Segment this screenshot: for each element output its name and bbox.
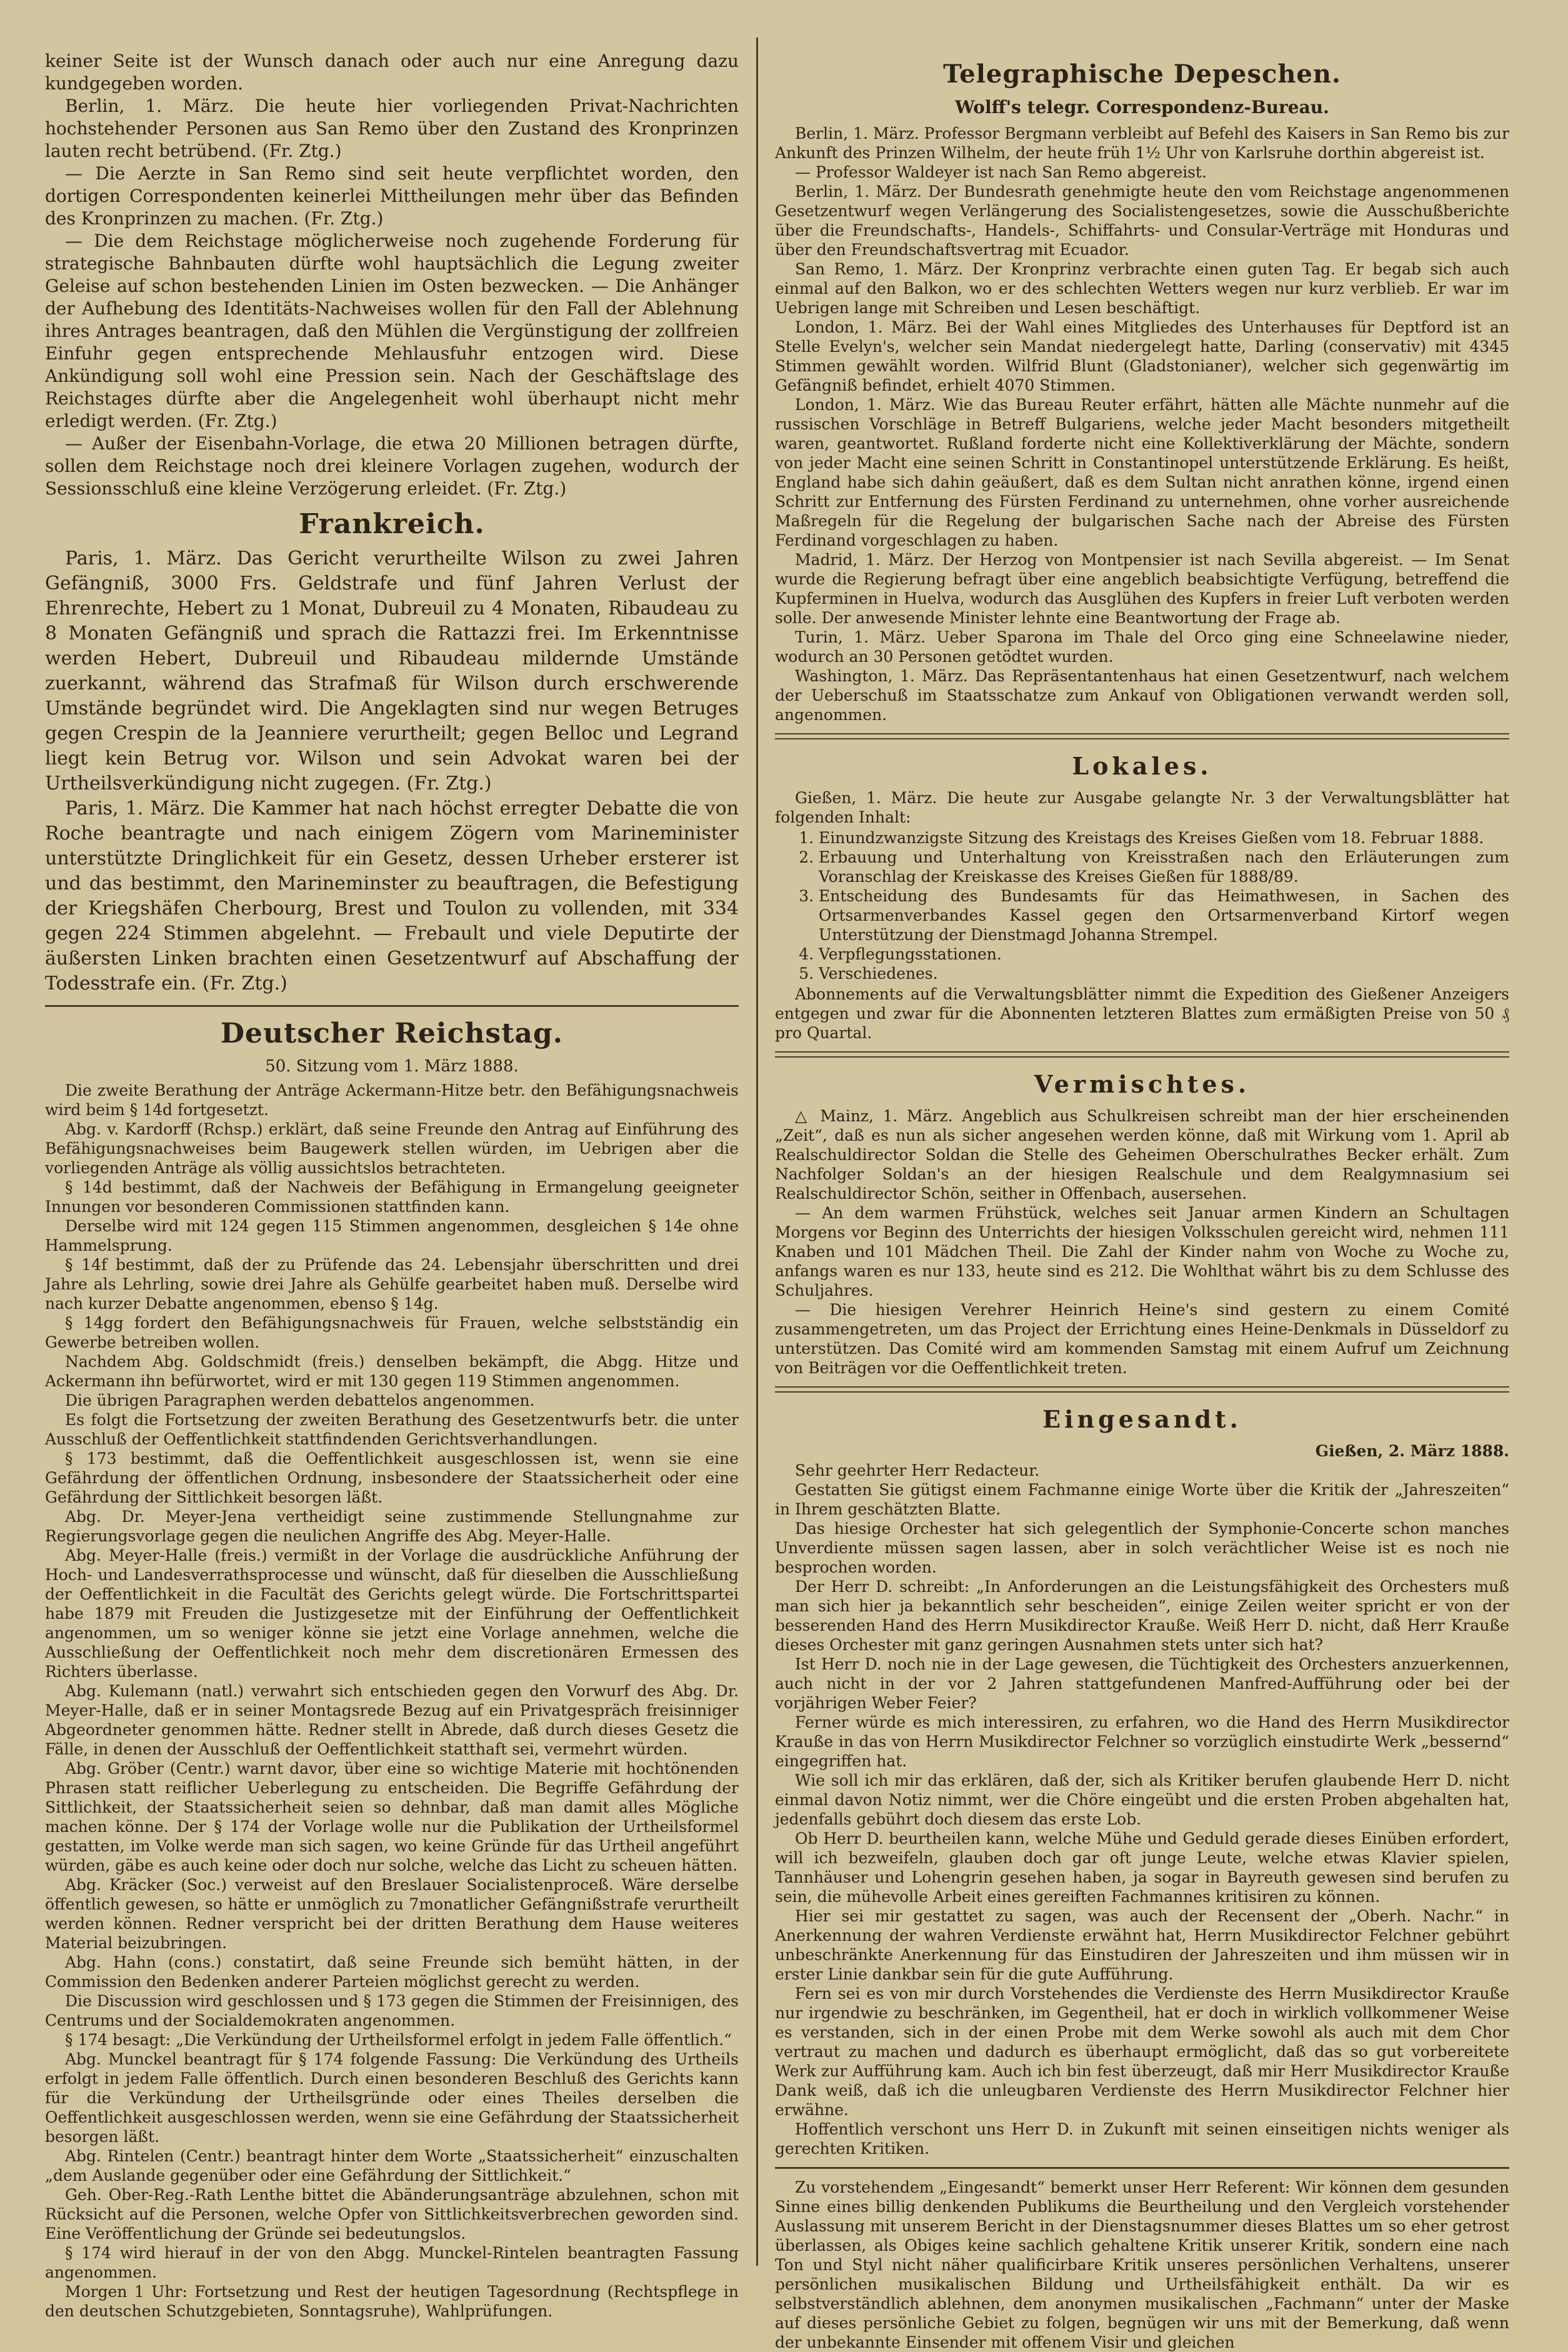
- article-paragraph: Abg. Kräcker (Soc.) verweist auf den Breslauer Socialistenproceß. Wäre derselbe öffentlich gewesen, so hätte er unmöglich zu 7monatlicher Gefängnißstrafe verurtheilt werden können. Redner verspricht bei der dritten Berathung dem Hause weiteres Material beizubringen.: [45, 1876, 739, 1952]
- article-paragraph: Abg. Munckel beantragt für § 174 folgende Fassung: Die Verkündung des Urtheils erfolgt in jedem Falle öffentlich. Durch einen besonderen Beschluß des Gerichts kann für die Verkündung der Urtheilsgründe oder eines Theiles derselben die Oeffentlichkeit ausgeschlossen werden, wenn sie eine Gefährdung der Staatssicherheit besorgen läßt.: [45, 2050, 739, 2146]
- article-paragraph: Abonnements auf die Verwaltungsblätter nimmt die Expedition des Gießener Anzeigers entgegen und zwar für die Abonnenten letzteren Blattes zum ermäßigten Preise von 50 ₰ pro Quartal.: [775, 985, 1509, 1042]
- article-paragraph: Gießen, 1. März. Die heute zur Ausgabe gelangte Nr. 3 der Verwaltungsblätter hat folgenden Inhalt:: [775, 789, 1509, 826]
- article-paragraph: Abg. Kulemann (natl.) verwahrt sich entschieden gegen den Vorwurf des Abg. Dr. Meyer-Halle, daß er in seiner Montagsrede Bezug auf ein Privatgespräch freisinniger Abgeordneter genommen hätte. Redner stellt in Abrede, daß durch dieses Gesetz die Fälle, in denen der Ausschluß der Oeffentlichkeit statthaft sei, vermehrt würden.: [45, 1682, 739, 1758]
- editor-note: Zu vorstehendem „Eingesandt“ bemerkt unser Herr Referent: Wir können dem gesunden Sinne eines billig denkenden Publikums die Beurtheilung und den Vergleich vorstehender Auslassung mit unserem Bericht in der Dienstagsnummer dieses Blattes um so eher getrost überlassen, als Obiges keine sachlich gehaltene Kritik unserer Kritik, sondern eine nach Ton und Styl nicht näher qualificirbare Kritik unseres persönlichen Verhaltens, unserer persönlichen musikalischen Bildung und Urtheilsfähigkeit enthält. Da wir es selbstverständlich ablehnen, dem anonymen musikalischen „Fachmann“ unter der Maske auf dieses persönliche Gebiet zu folgen, begnügen wir uns mit der Bemerkung, daß wenn der unbekannte Einsender mit offenem Visir und gleichen: [775, 2178, 1509, 2351]
- article-paragraph: Abg. Hahn (cons.) constatirt, daß seine Freunde sich bemüht hätten, in der Commission den Bedenken anderer Parteien möglichst gerecht zu werden.: [45, 1953, 739, 1991]
- section-divider: [775, 2167, 1509, 2169]
- column-divider: [756, 38, 758, 2266]
- article-paragraph: London, 1. März. Bei der Wahl eines Mitgliedes des Unterhauses für Deptford ist an Stelle Evelyn's, welcher sein Mandat niedergelegt hatte, Darling (conservativ) mit 4345 Stimmen gewählt worden. Wilfrid Blunt (Gladstonianer), welcher sich gegenwärtig im Gefängniß befindet, erhielt 4070 Stimmen.: [775, 318, 1509, 394]
- article-paragraph: Berlin, 1. März. Die heute hier vorliegenden Privat-Nachrichten hochstehender Personen aus San Remo über den Zustand des Kronprinzen lauten recht betrübend. (Fr. Ztg.): [45, 96, 739, 161]
- section-divider: [45, 1005, 739, 1007]
- article-paragraph: Morgen 1 Uhr: Fortsetzung und Rest der heutigen Tagesordnung (Rechtspflege in den deutschen Schutzgebieten, Sonntagsruhe), Wahlprüfungen.: [45, 2283, 739, 2320]
- article-paragraph: § 173 bestimmt, daß die Oeffentlichkeit ausgeschlossen ist, wenn sie eine Gefährdung der öffentlichen Ordnung, insbesondere der Staatssicherheit oder eine Gefährdung der Sittlichkeit besorgen läßt.: [45, 1449, 739, 1506]
- article-paragraph: Washington, 1. März. Das Repräsentantenhaus hat einen Gesetzentwurf, nach welchem der Ueberschuß im Staatsschatze zum Ankauf von Obligationen verwandt werden soll, angenommen.: [775, 667, 1509, 724]
- article-paragraph: Die übrigen Paragraphen werden debattelos angenommen.: [65, 1391, 535, 1409]
- article-paragraph: Es folgt die Fortsetzung der zweiten Berathung des Gesetzentwurfs betr. die unter Ausschluß der Oeffentlichkeit stattfindenden Gerichtsverhandlungen.: [45, 1411, 739, 1448]
- article-paragraph: Abg. Meyer-Halle (freis.) vermißt in der Vorlage die ausdrückliche Anführung der Hoch- und Landesverrathsprocesse und wünscht, daß für dieselben die Ausschließung der Oeffentlichkeit in die Facultät des Gerichts gelegt würde. Die Fortschrittspartei habe 1879 mit Freuden die Justizgesetze mit der Einführung der Oeffentlichkeit angenommen, um so weniger könne sie jetzt eine Vorlage annehmen, welche die Ausschließung der Oeffentlichkeit noch mehr dem discretionären Ermessen des Richters überlasse.: [45, 1546, 739, 1681]
- section-divider: [775, 1051, 1509, 1058]
- article-paragraph: Der Herr D. schreibt: „In Anforderungen an die Leistungsfähigkeit des Orchesters muß man sich hier ja bekanntlich sehr bescheiden“, einige Zeilen weiter spricht er von der besserenden Hand des Herrn Musikdirector Krauße. Weiß Herr D. nicht, daß Herr Krauße dieses Orchester mit ganz geringen Ausnahmen stets unter sich hat?: [775, 1578, 1509, 1654]
- section-divider: [775, 733, 1509, 739]
- section-heading-reichstag: Deutscher Reichstag.: [220, 1018, 564, 1049]
- article-paragraph: Turin, 1. März. Ueber Sparona im Thale del Orco ging eine Schneelawine nieder, wodurch an 30 Personen getödtet wurden.: [775, 628, 1509, 666]
- article-paragraph: San Remo, 1. März. Der Kronprinz verbrachte einen guten Tag. Er begab sich auch einmal auf den Balkon, wo er des schlechten Wetters wegen nur kurz verblieb. Er war im Uebrigen lange mit Schreiben und Lesen beschäftigt.: [775, 260, 1509, 317]
- article-paragraph: — An dem warmen Frühstück, welches seit Januar armen Kindern an Schultagen Morgens vor Beginn des Unterrichts der hiesigen Volksschulen gereicht wird, nehmen 111 Knaben und 101 Mädchen Theil. Die Zahl der Kinder nahm von Woche zu Woche zu, anfangs waren es nur 133, heute sind es 212. Die Wohlthat währt bis zu dem Schlusse des Schuljahres.: [775, 1204, 1509, 1299]
- article-paragraph: Nachdem Abg. Goldschmidt (freis.) denselben bekämpft, die Abgg. Hitze und Ackermann ihn befürwortet, wird er mit 130 gegen 119 Stimmen angenommen.: [45, 1353, 739, 1390]
- section-heading-eingesandt: Eingesandt.: [1042, 1405, 1242, 1433]
- article-paragraph: — Die hiesigen Verehrer Heinrich Heine's sind gestern zu einem Comité zusammengetreten, um das Project der Errichtung eines Heine-Denkmals in Düsseldorf zu unterstützen. Das Comité wird am kommenden Samstag mit einem Aufruf um Zeichnung von Beiträgen vor die Oeffentlichkeit treten.: [775, 1301, 1509, 1377]
- article-paragraph: Paris, 1. März. Die Kammer hat nach höchst erregter Debatte die von Roche beantragte und nach einigem Zögern vom Marineminister unterstützte Dringlichkeit für ein Gesetz, dessen Urheber ersterer ist und das bestimmt, den Marineminster zu beauftragen, die Befestigung der Kriegshäfen Cherbourg, Brest und Toulon zu vollenden, mit 334 gegen 224 Stimmen abgelehnt. — Frebault und viele Deputirte der äußersten Linken brachten einen Gesetzentwurf auf Abschaffung der Todesstrafe ein. (Fr. Ztg.): [45, 798, 739, 994]
- dateline: Gießen, 2. März 1888.: [1315, 1442, 1509, 1460]
- article-paragraph: Madrid, 1. März. Der Herzog von Montpensier ist nach Sevilla abgereist. — Im Senat wurde die Regierung befragt über eine angeblich beabsichtigte Verfügung, betreffend die Kupferminen in Huelva, wodurch das Ausglühen des Kupfers in freier Luft verboten werden solle. Der anwesende Minister lehnte eine Beantwortung der Frage ab.: [775, 551, 1509, 627]
- section-heading-telegraphen: Telegraphische Depeschen.: [943, 59, 1341, 89]
- article-paragraph: △ Mainz, 1. März. Angeblich aus Schulkreisen schreibt man der hier erscheinenden „Zeit“, daß es nun als sicher angesehen werden könne, daß mit Wirkung vom 1. April ab Realschuldirector Soldan die Stelle des Geheimen Oberschulrathes Becker erhält. Zum Nachfolger Soldan's an der hiesigen Realschule und dem Realgymnasium sei Realschuldirector Schön, seither in Offenbach, ausersehen.: [775, 1107, 1509, 1203]
- article-paragraph: Hoffentlich verschont uns Herr D. in Zukunft mit seinen einseitigen nichts weniger als gerechten Kritiken.: [775, 2120, 1509, 2158]
- right-column: [775, 50, 1509, 2351]
- article-paragraph: — Die dem Reichstage möglicherweise noch zugehende Forderung für strategische Bahnbauten dürfte wohl hauptsächlich die Legung zweiter Geleise auf schon bestehenden Linien im Osten bezwecken. — Die Anhänger der Aufhebung des Identitäts-Nachweises wollen für den Fall der Ablehnung ihres Antrages beantragen, daß den Mühlen die Vergünstigung der zollfreien Einfuhr gegen entsprechende Mehlausfuhr entzogen wird. Diese Ankündigung soll wohl eine Pression sein. Nach der Geschäftslage des Reichstages dürfte aber die Angelegenheit wohl überhaupt nicht mehr erledigt werden. (Fr. Ztg.): [45, 231, 739, 431]
- article-paragraph: Fern sei es von mir durch Vorstehendes die Verdienste des Herrn Musikdirector Krauße nur irgendwie zu beschränken, im Gegentheil, hat er doch in wirklich vollkommener Weise es verstanden, sich in der einen Probe mit dem Werke sowohl als auch mit dem Chor vertraut zu machen und dadurch es überhaupt ermöglicht, daß das so gut vorbereitete Werk zur Aufführung kam. Auch ich bin fest überzeugt, daß mir Herr Musikdirector Krauße Dank weiß, daß ich die unleugbaren Verdienste des Herrn Musikdirector Felchner hier erwähne.: [775, 1984, 1509, 2119]
- section-heading-vermischtes: Vermischtes.: [1034, 1070, 1251, 1098]
- left-column: [45, 50, 739, 2320]
- article-paragraph: § 174 besagt: „Die Verkündung der Urtheilsformel erfolgt in jedem Falle öffentlich.“: [65, 2031, 732, 2049]
- article-paragraph: Paris, 1. März. Das Gericht verurtheilte Wilson zu zwei Jahren Gefängniß, 3000 Frs. Geldstrafe und fünf Jahren Verlust der Ehrenrechte, Hebert zu 1 Monat, Dubreuil zu 4 Monaten, Ribaudeau zu 8 Monaten Gefängniß und sprach die Rattazzi frei. Im Erkenntnisse werden Hebert, Dubreuil und Ribaudeau mildernde Umstände zuerkannt, während das Strafmaß für Wilson durch erschwerende Umstände begründet wird. Die Angeklagten sind nur wegen Betruges gegen Crespin de la Jeanniere verurtheilt; gegen Belloc und Legrand liegt kein Betrug vor. Wilson und sein Advokat waren bei der Urtheilsverkündigung nicht zugegen. (Fr. Ztg.): [45, 548, 739, 794]
- salutation: Sehr geehrter Herr Redacteur.: [795, 1461, 1040, 1479]
- article-paragraph: London, 1. März. Wie das Bureau Reuter erfährt, hätten alle Mächte nunmehr auf die russischen Vorschläge in Betreff Bulgariens, welche jeder Macht besonders mitgetheilt waren, geantwortet. Rußland forderte nicht eine Kollektiverklärung der Mächte, sondern von jeder Macht eine seinen Schritt in Constantinopel unterstützende Erklärung. Es heißt, England habe sich dahin geäußert, daß es dem Sultan nicht anrathen könne, irgend einen Schritt zur Entfernung des Fürsten Ferdinand zu unternehmen, ohne vorher ausreichende Maßregeln für die Regelung der bulgarischen Sache nach der Abreise des Fürsten Ferdinand vorgeschlagen zu haben.: [775, 396, 1509, 549]
- article-paragraph: Ob Herr D. beurtheilen kann, welche Mühe und Geduld gerade dieses Einüben erfordert, will ich bezweifeln, glauben doch gar oft junge Leute, welche etwas Klavier spielen, Tannhäuser und Lohengrin gesehen haben, ja sogar in Bayreuth gewesen sind berufen zu sein, die mühevolle Arbeit eines gereiften Fachmannes kritisiren zu können.: [775, 1829, 1509, 1906]
- article-paragraph: Ferner würde es mich interessiren, zu erfahren, wo die Hand des Herrn Musikdirector Krauße in das von Herrn Musikdirector Felchner so vorzüglich einstudirte Werk „bessernd“ eingegriffen hat.: [775, 1713, 1509, 1770]
- article-paragraph: Abg. Gröber (Centr.) warnt davor, über eine so wichtige Materie mit hochtönenden Phrasen statt reiflicher Ueberlegung zu entscheiden. Die Begriffe Gefährdung der Sittlichkeit, der Staatssicherheit seien so dehnbar, daß man damit alles Mögliche machen könne. Der § 174 der Vorlage wolle nur die Publikation der Urtheilsformel gestatten, im Volke werde man sich sagen, wo keine Gründe für das Urtheil angeführt würden, gäbe es auch keine oder doch nur solche, welche das Licht zu scheuen hätten.: [45, 1759, 739, 1874]
- article-paragraph: Das hiesige Orchester hat sich gelegentlich der Symphonie-Concerte schon manches Unverdiente müssen sagen lassen, aber in solch verächtlicher Weise ist es noch nie besprochen worden.: [775, 1519, 1509, 1576]
- article-paragraph: — Die Aerzte in San Remo sind seit heute verpflichtet worden, den dortigen Correspondenten keinerlei Mittheilungen mehr über das Befinden des Kronprinzen zu machen. (Fr. Ztg.): [45, 163, 739, 229]
- article-paragraph: Die zweite Berathung der Anträge Ackermann-Hitze betr. den Befähigungsnachweis wird beim § 14d fortgesetzt.: [45, 1081, 739, 1119]
- article-paragraph: — Außer der Eisenbahn-Vorlage, die etwa 20 Millionen betragen dürfte, sollen dem Reichstage noch drei kleinere Vorlagen zugehen, wodurch der Sessionsschluß eine kleine Verzögerung erleidet. (Fr. Ztg.): [45, 433, 739, 499]
- list-item: 3. Entscheidung des Bundesamts für das Heimathwesen, in Sachen des Ortsarmenverbandes Kassel gegen den Ortsarmenverband Kirtorf wegen Unterstützung der Dienstmagd Johanna Strempel.: [819, 886, 1509, 944]
- article-paragraph: Wie soll ich mir das erklären, daß der, sich als Kritiker berufen glaubende Herr D. nicht einmal davon Notiz nimmt, wer die Chöre eingeübt und die ersten Proben abgehalten hat, jedenfalls gebührt doch diesem das erste Lob.: [775, 1771, 1509, 1828]
- article-paragraph: Abg. Dr. Meyer-Jena vertheidigt seine zustimmende Stellungnahme zur Regierungsvorlage gegen die neulichen Angriffe des Abg. Meyer-Halle.: [45, 1508, 739, 1545]
- article-paragraph: § 14gg fordert den Befähigungsnachweis für Frauen, welche selbstständig ein Gewerbe betreiben wollen.: [45, 1314, 739, 1351]
- list-item: 1. Einundzwanzigste Sitzung des Kreistags des Kreises Gießen vom 18. Februar 1888.: [819, 828, 1509, 848]
- article-paragraph: Berlin, 1. März. Der Bundesrath genehmigte heute den vom Reichstage angenommenen Gesetzentwurf wegen Verlängerung des Socialistengesetzes, sowie die Ausschußberichte über die Freundschafts-, Handels-, Schiffahrts- und Consular-Verträge mit Honduras und über den Freundschaftsvertrag mit Ecuador.: [775, 183, 1509, 259]
- article-paragraph: Die Discussion wird geschlossen und § 173 gegen die Stimmen der Freisinnigen, des Centrums und der Socialdemokraten angenommen.: [45, 1992, 739, 2029]
- list-item: 2. Erbauung und Unterhaltung von Kreisstraßen nach den Erläuterungen zum Voranschlag der Kreiskasse des Kreises Gießen für 1888/89.: [819, 848, 1509, 886]
- article-paragraph: § 174 wird hierauf in der von den Abgg. Munckel-Rintelen beantragten Fassung angenommen.: [45, 2244, 739, 2281]
- article-paragraph: Geh. Ober-Reg.-Rath Lenthe bittet die Abänderungsanträge abzulehnen, schon mit Rücksicht auf die Personen, welche Opfer von Sittlichkeitsverbrechen geworden sind. Eine Veröffentlichung der Gründe sei bedeutungslos.: [45, 2186, 739, 2243]
- article-paragraph: Abg. v. Kardorff (Rchsp.) erklärt, daß seine Freunde den Antrag auf Einführung des Befähigungsnachweises beim Baugewerk stellen würden, im Uebrigen aber die vorliegenden Anträge als völlig aussichtslos betrachteten.: [45, 1120, 739, 1177]
- article-paragraph: Ist Herr D. noch nie in der Lage gewesen, die Tüchtigkeit des Orchesters anzuerkennen, auch nicht in der vor 2 Jahren stattgefundenen Manfred-Aufführung oder bei der vorjährigen Weber Feier?: [775, 1655, 1509, 1712]
- article-paragraph: Gestatten Sie gütigst einem Fachmanne einige Worte über die Kritik der „Jahreszeiten“ in Ihrem geschätzten Blatte.: [775, 1481, 1509, 1518]
- list-item: 5. Verschiedenes.: [819, 964, 1509, 983]
- section-subheading: 50. Sitzung vom 1. März 1888.: [265, 1057, 519, 1076]
- article-paragraph: Berlin, 1. März. Professor Bergmann verbleibt auf Befehl des Kaisers in San Remo bis zur Ankunft des Prinzen Wilhelm, der heute früh 1½ Uhr von Karlsruhe dorthin abgereist ist.: [775, 124, 1509, 162]
- contents-list: [819, 828, 1509, 983]
- article-paragraph: § 14d bestimmt, daß der Nachweis der Befähigung in Ermangelung geeigneter Innungen vor besonderen Commissionen stattfinden kann.: [45, 1178, 739, 1216]
- article-paragraph: keiner Seite ist der Wunsch danach oder auch nur eine Anregung dazu kundgegeben worden.: [45, 51, 739, 94]
- list-item: 4. Verpflegungsstationen.: [819, 944, 1509, 964]
- article-paragraph: — Professor Waldeyer ist nach San Remo abgereist.: [795, 163, 1207, 181]
- article-paragraph: § 14f bestimmt, daß der zu Prüfende das 24. Lebensjahr überschritten und drei Jahre als Lehrling, sowie drei Jahre als Gehülfe gearbeitet haben muß. Derselbe wird nach kurzer Debatte angenommen, ebenso § 14g.: [45, 1256, 739, 1313]
- section-heading-lokales: Lokales.: [1072, 752, 1212, 780]
- article-paragraph: Abg. Rintelen (Centr.) beantragt hinter dem Worte „Staatssicherheit“ einzuschalten „dem Auslande gegenüber oder eine Gefährdung der Sittlichkeit.“: [45, 2147, 739, 2184]
- section-divider: [775, 1386, 1509, 1393]
- article-paragraph: Hier sei mir gestattet zu sagen, was auch der Recensent der „Oberh. Nachr.“ in Anerkennung der wahren Verdienste erwähnt hat, Herrn Musikdirector Felchner gebührt unbeschränkte Anerkennung für das Einstudiren der Jahreszeiten und ihm müssen wir in erster Linie dankbar sein für die gute Aufführung.: [775, 1907, 1509, 1983]
- section-subheading: Wolff's telegr. Correspondenz-Bureau.: [955, 97, 1329, 118]
- article-paragraph: Derselbe wird mit 124 gegen 115 Stimmen angenommen, desgleichen § 14e ohne Hammelsprung.: [45, 1217, 739, 1254]
- section-heading-frankreich: Frankreich.: [299, 508, 485, 540]
